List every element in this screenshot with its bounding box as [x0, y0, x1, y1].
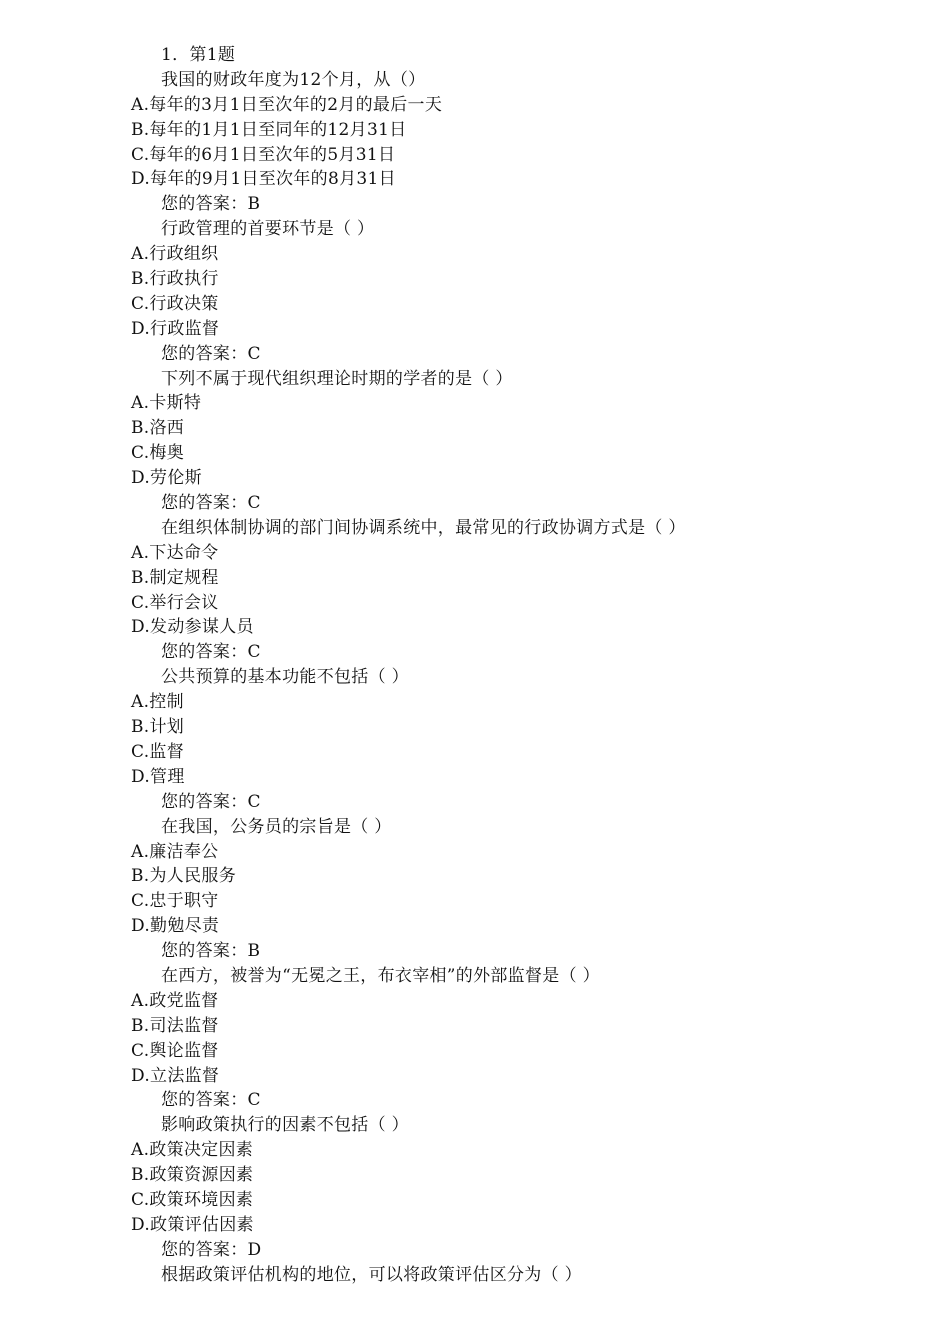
option-d: D.政策评估因素	[131, 1214, 254, 1235]
option-c: C.举行会议	[131, 592, 219, 613]
your-answer: 您的答案：D	[161, 1239, 262, 1260]
option-d: D.每年的9月1日至次年的8月31日	[131, 169, 396, 190]
option-c: C.每年的6月1日至次年的5月31日	[131, 144, 396, 165]
option-c: C.监督	[131, 741, 185, 762]
option-c: C.政策环境因素	[131, 1189, 254, 1210]
question-block	[0, 68, 950, 217]
option-d: D.劳伦斯	[131, 468, 202, 489]
option-a: A.控制	[131, 692, 184, 713]
question-block	[0, 1113, 950, 1262]
option-b: B.司法监督	[131, 1015, 219, 1036]
question-stem: 在我国，公务员的宗旨是（ ）	[161, 816, 392, 837]
question-block	[0, 217, 950, 366]
option-b: B.洛西	[131, 418, 185, 439]
option-c: C.梅奥	[131, 443, 185, 464]
question-block	[0, 367, 950, 516]
question-stem: 根据政策评估机构的地位，可以将政策评估区分为（ ）	[161, 1264, 582, 1285]
your-answer: 您的答案：C	[161, 1090, 261, 1111]
your-answer: 您的答案：B	[161, 941, 261, 962]
option-d: D.立法监督	[131, 1065, 220, 1086]
option-b: B.制定规程	[131, 567, 219, 588]
question-stem: 影响政策执行的因素不包括（ ）	[161, 1115, 409, 1136]
document-body	[0, 43, 950, 1288]
question-block	[0, 815, 950, 964]
option-c: C.舆论监督	[131, 1040, 219, 1061]
option-b: B.行政执行	[131, 269, 219, 290]
question-stem: 在西方，被誉为“无冕之王，布衣宰相”的外部监督是（ ）	[161, 965, 600, 986]
option-b: B.每年的1月1日至同年的12月31日	[131, 119, 407, 140]
option-a: A.每年的3月1日至次年的2月的最后一天	[131, 94, 443, 115]
question-stem: 我国的财政年度为12个月，从（）	[161, 69, 426, 90]
question-stem: 下列不属于现代组织理论时期的学者的是（ ）	[161, 368, 513, 389]
option-a: A.卡斯特	[131, 393, 202, 414]
option-d: D.勤勉尽责	[131, 916, 220, 937]
option-a: A.政党监督	[131, 990, 219, 1011]
question-block	[0, 665, 950, 814]
question-stem: 在组织体制协调的部门间协调系统中，最常见的行政协调方式是（ ）	[161, 517, 686, 538]
your-answer: 您的答案：C	[161, 642, 261, 663]
option-b: B.为人民服务	[131, 866, 236, 887]
option-c: C.行政决策	[131, 293, 219, 314]
option-a: A.廉洁奉公	[131, 841, 219, 862]
option-c: C.忠于职守	[131, 891, 219, 912]
question-block	[0, 964, 950, 1113]
your-answer: 您的答案：C	[161, 343, 261, 364]
question-stem: 公共预算的基本功能不包括（ ）	[161, 667, 409, 688]
question-block	[0, 516, 950, 665]
option-a: A.行政组织	[131, 244, 219, 265]
option-a: A.政策决定因素	[131, 1140, 254, 1161]
option-d: D.管理	[131, 766, 185, 787]
your-answer: 您的答案：C	[161, 791, 261, 812]
option-b: B.政策资源因素	[131, 1165, 254, 1186]
option-d: D.行政监督	[131, 318, 220, 339]
your-answer: 您的答案：C	[161, 493, 261, 514]
option-b: B.计划	[131, 717, 185, 738]
option-d: D.发动参谋人员	[131, 617, 254, 638]
option-a: A.下达命令	[131, 542, 219, 563]
question-heading: 1．第1题	[161, 45, 236, 65]
your-answer: 您的答案：B	[161, 194, 261, 215]
question-stem: 行政管理的首要环节是（ ）	[161, 219, 375, 240]
